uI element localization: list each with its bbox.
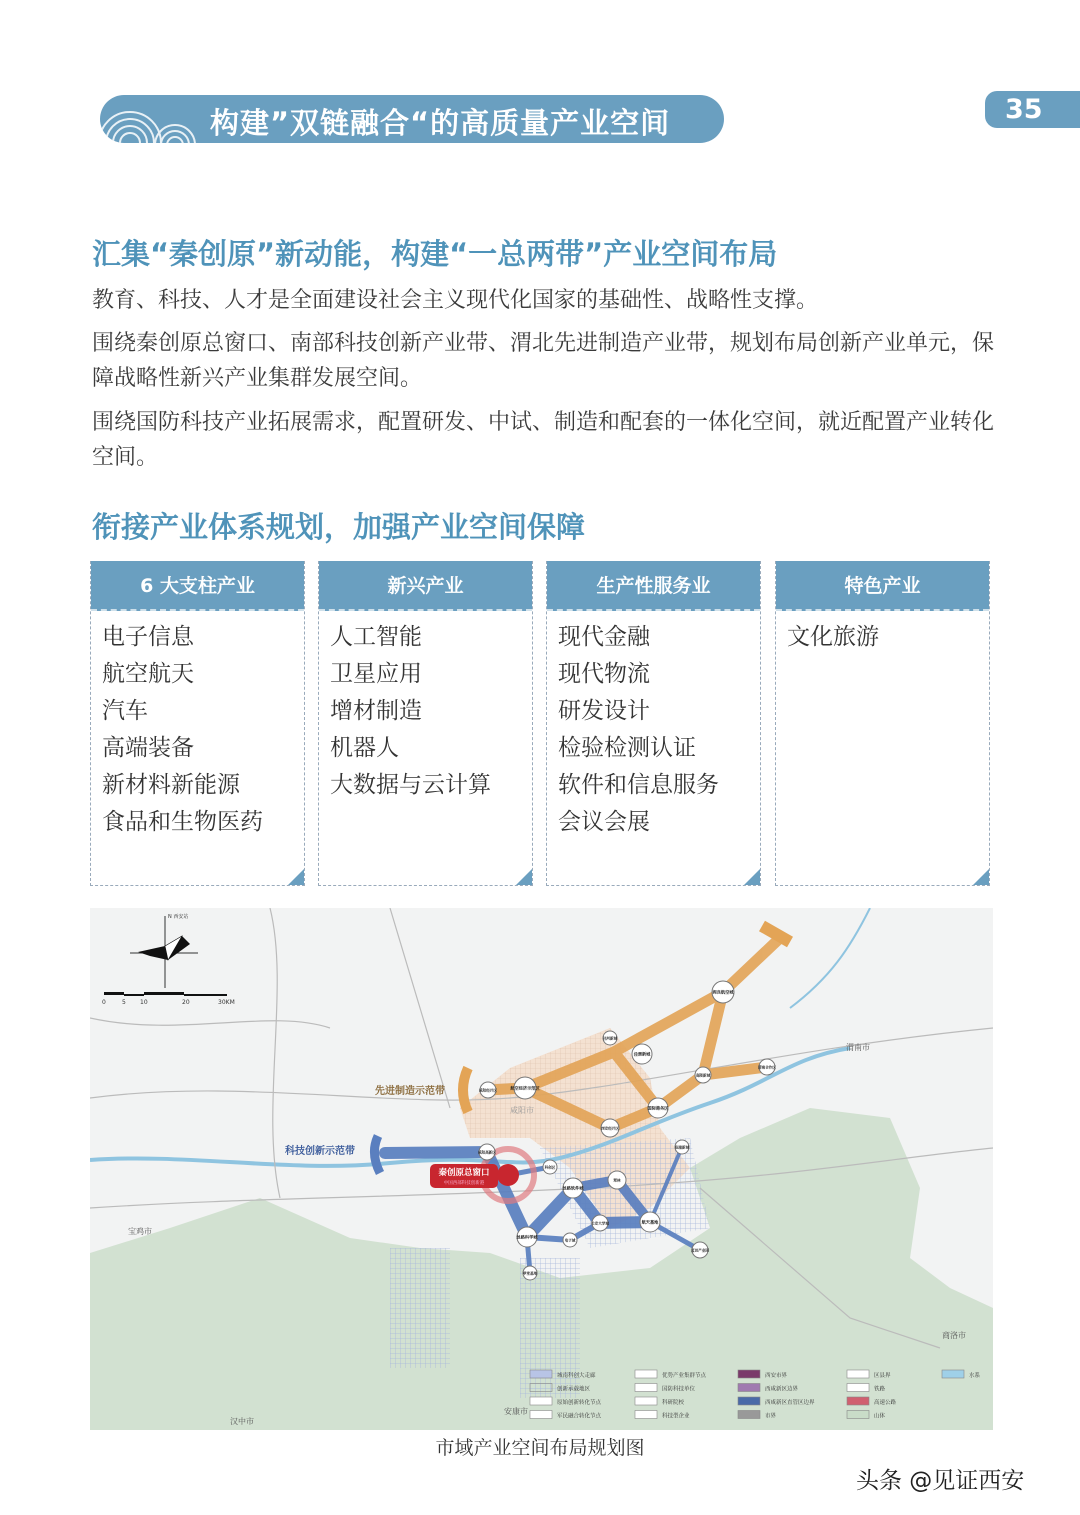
map-node-label: 蓝田产业园 <box>691 1248 709 1253</box>
map-node-label: 长安大学城 <box>591 1221 609 1226</box>
category-title: 6 大支柱产业 <box>91 561 304 611</box>
belt-end-bracket <box>374 1136 380 1173</box>
legend-label: 高速公路 <box>874 1400 897 1406</box>
paragraph: 教育、科技、人才是全面建设社会主义现代化国家的基础性、战略性支撑。 <box>92 288 819 313</box>
corner-fold-icon <box>973 869 989 885</box>
legend-label: 水系 <box>969 1373 981 1379</box>
section-heading: 衔接产业体系规划，加强产业空间保障 <box>92 510 586 544</box>
legend-label: 西咸新区边界 <box>765 1386 799 1393</box>
legend-label: 市界 <box>765 1413 777 1420</box>
category-item: 会议会展 <box>558 809 650 835</box>
hub-label: 秦创原总窗口 <box>438 1168 490 1178</box>
scale-tick: 0 <box>102 999 106 1006</box>
legend-label: 国防科技单位 <box>662 1386 696 1393</box>
category-item: 现代金融 <box>558 624 650 650</box>
map-caption: 市域产业空间布局规划图 <box>435 1437 645 1459</box>
category-item: 人工智能 <box>330 624 422 650</box>
legend-swatch <box>847 1370 869 1378</box>
legend-swatch <box>635 1384 657 1392</box>
belt-end-bracket <box>463 1068 468 1112</box>
category-item: 卫星应用 <box>330 661 422 687</box>
legend-swatch <box>942 1370 964 1378</box>
legend-label: 西安市界 <box>765 1373 788 1379</box>
wave-pattern-icon <box>100 95 210 143</box>
legend-swatch <box>847 1384 869 1392</box>
legend-label: 西咸新区直管区边界 <box>765 1400 815 1406</box>
category-item: 高端装备 <box>102 735 194 761</box>
category-item: 汽车 <box>102 698 148 724</box>
page-title: 构建”双链融合“的高质量产业空间 <box>210 106 671 140</box>
legend-label: 优势产业集群节点 <box>662 1373 707 1379</box>
legend-label: 创新承载地区 <box>557 1386 591 1393</box>
corner-fold-icon <box>288 869 304 885</box>
map-node-label: 航天基地 <box>641 1219 659 1225</box>
map-node-label: 咸阳经开区 <box>479 1088 497 1093</box>
city-label: 咸阳市 <box>510 1106 534 1115</box>
legend-swatch <box>530 1411 552 1419</box>
map-node-label: 航空经济示范区 <box>510 1085 540 1091</box>
category-box-featured <box>775 561 990 886</box>
legend-label: 区县界 <box>874 1373 891 1379</box>
category-box-services <box>546 561 761 886</box>
legend-swatch <box>635 1370 657 1378</box>
category-item: 新材料新能源 <box>102 772 240 798</box>
category-item: 大数据与云计算 <box>330 772 491 798</box>
city-label: 汉中市 <box>230 1417 254 1426</box>
scale-tick: 20 <box>182 999 190 1006</box>
category-item: 现代物流 <box>558 661 650 687</box>
category-item: 研发设计 <box>558 698 650 724</box>
city-label: 渭南市 <box>846 1043 870 1052</box>
category-title: 生产性服务业 <box>547 561 760 611</box>
legend-label: 科技型企业 <box>662 1413 690 1420</box>
category-item: 文化旅游 <box>787 624 879 650</box>
category-title: 新兴产业 <box>319 561 532 611</box>
compass-icon <box>130 916 198 988</box>
map-node-label: 咸阳高新区 <box>478 1150 496 1155</box>
page-number: 35 <box>985 91 1080 128</box>
legend-swatch <box>738 1384 760 1392</box>
belt-end-bracket <box>762 926 790 942</box>
watermark: 头条 @见证西安 <box>856 1468 1025 1494</box>
map-node-label: 丝路科学城 <box>516 1234 538 1240</box>
city-label: 安康市 <box>504 1407 528 1416</box>
category-item: 机器人 <box>330 735 399 761</box>
compass-label: N 西安站 <box>168 914 189 920</box>
map-node-label: 泾渭新城 <box>633 1051 651 1057</box>
legend-label: 山体 <box>874 1413 886 1420</box>
legend-label: 铁路 <box>874 1386 886 1393</box>
map-node-label: 泾河新城 <box>602 1036 618 1041</box>
map-node-label: 科创区 <box>544 1165 556 1170</box>
scale-tick: 5 <box>122 999 126 1006</box>
map-node-label: 草堂基地 <box>522 1271 538 1276</box>
legend-swatch <box>635 1411 657 1419</box>
corner-fold-icon <box>516 869 532 885</box>
legend-label: 科研院校 <box>662 1400 685 1406</box>
legend-label: 原始创新转化节点 <box>557 1400 602 1406</box>
category-item: 电子信息 <box>102 624 194 650</box>
section-heading: 汇集“秦创原”新动能，构建“一总两带”产业空间布局 <box>92 237 778 271</box>
legend-swatch <box>635 1397 657 1405</box>
north-belt-label: 先进制造示范带 <box>375 1086 445 1097</box>
paragraph: 围绕秦创原总窗口、南部科技创新产业带、渭北先进制造产业带，规划布局创新产业单元，保障战略性新兴产业集群发展空间。 <box>92 331 995 391</box>
city-label: 商洛市 <box>942 1331 966 1340</box>
map-node-label: 西安经开区 <box>601 1126 619 1131</box>
innovation-zone <box>390 1248 450 1368</box>
legend-label: 城南科创大走廊 <box>557 1373 596 1379</box>
category-title: 特色产业 <box>776 561 989 611</box>
legend-swatch <box>530 1397 552 1405</box>
paragraph: 围绕国防科技产业拓展需求，配置研发、中试、制造和配套的一体化空间，就近配置产业转化空间。 <box>92 410 995 470</box>
category-item: 食品和生物医药 <box>102 809 263 835</box>
scale-bar <box>104 992 227 996</box>
legend-swatch <box>738 1397 760 1405</box>
map-node-label: 电子城 <box>564 1238 576 1243</box>
map-node-label: 高陵新城 <box>695 1073 711 1078</box>
legend-swatch <box>530 1384 552 1392</box>
scale-tick: 30KM <box>218 999 235 1006</box>
category-item: 检验检测认证 <box>558 735 696 761</box>
map-node-label: 临潼新城 <box>674 1145 690 1150</box>
category-item: 软件和信息服务 <box>558 772 719 798</box>
section-banner <box>100 95 724 143</box>
legend-swatch <box>847 1397 869 1405</box>
corner-fold-icon <box>744 869 760 885</box>
legend-swatch <box>738 1370 760 1378</box>
city-label: 宝鸡市 <box>128 1227 152 1236</box>
legend-label: 军民融合转化节点 <box>557 1413 602 1420</box>
map-node-label: 阎良航空城 <box>712 989 734 995</box>
category-box-emerging <box>318 561 533 886</box>
river <box>790 908 870 1008</box>
legend-swatch <box>847 1411 869 1419</box>
map-node-label: 翠林 <box>613 1178 621 1183</box>
map-node-label: 国际港务区 <box>647 1105 669 1111</box>
map-node-label: 丝路软件城 <box>562 1185 584 1191</box>
industry-layout-map <box>90 908 993 1430</box>
category-item: 航空航天 <box>102 661 194 687</box>
scale-tick: 10 <box>140 999 148 1006</box>
south-belt-label: 科技创新示范带 <box>285 1146 355 1157</box>
category-box-pillar <box>90 561 305 886</box>
map-node-label: 渭南合作区 <box>758 1065 776 1070</box>
legend-swatch <box>530 1370 552 1378</box>
hub-dot <box>497 1164 519 1186</box>
category-item: 增材制造 <box>330 698 422 724</box>
hub-sublabel: 中国西部科技创新港 <box>443 1181 485 1186</box>
legend-swatch <box>738 1411 760 1419</box>
